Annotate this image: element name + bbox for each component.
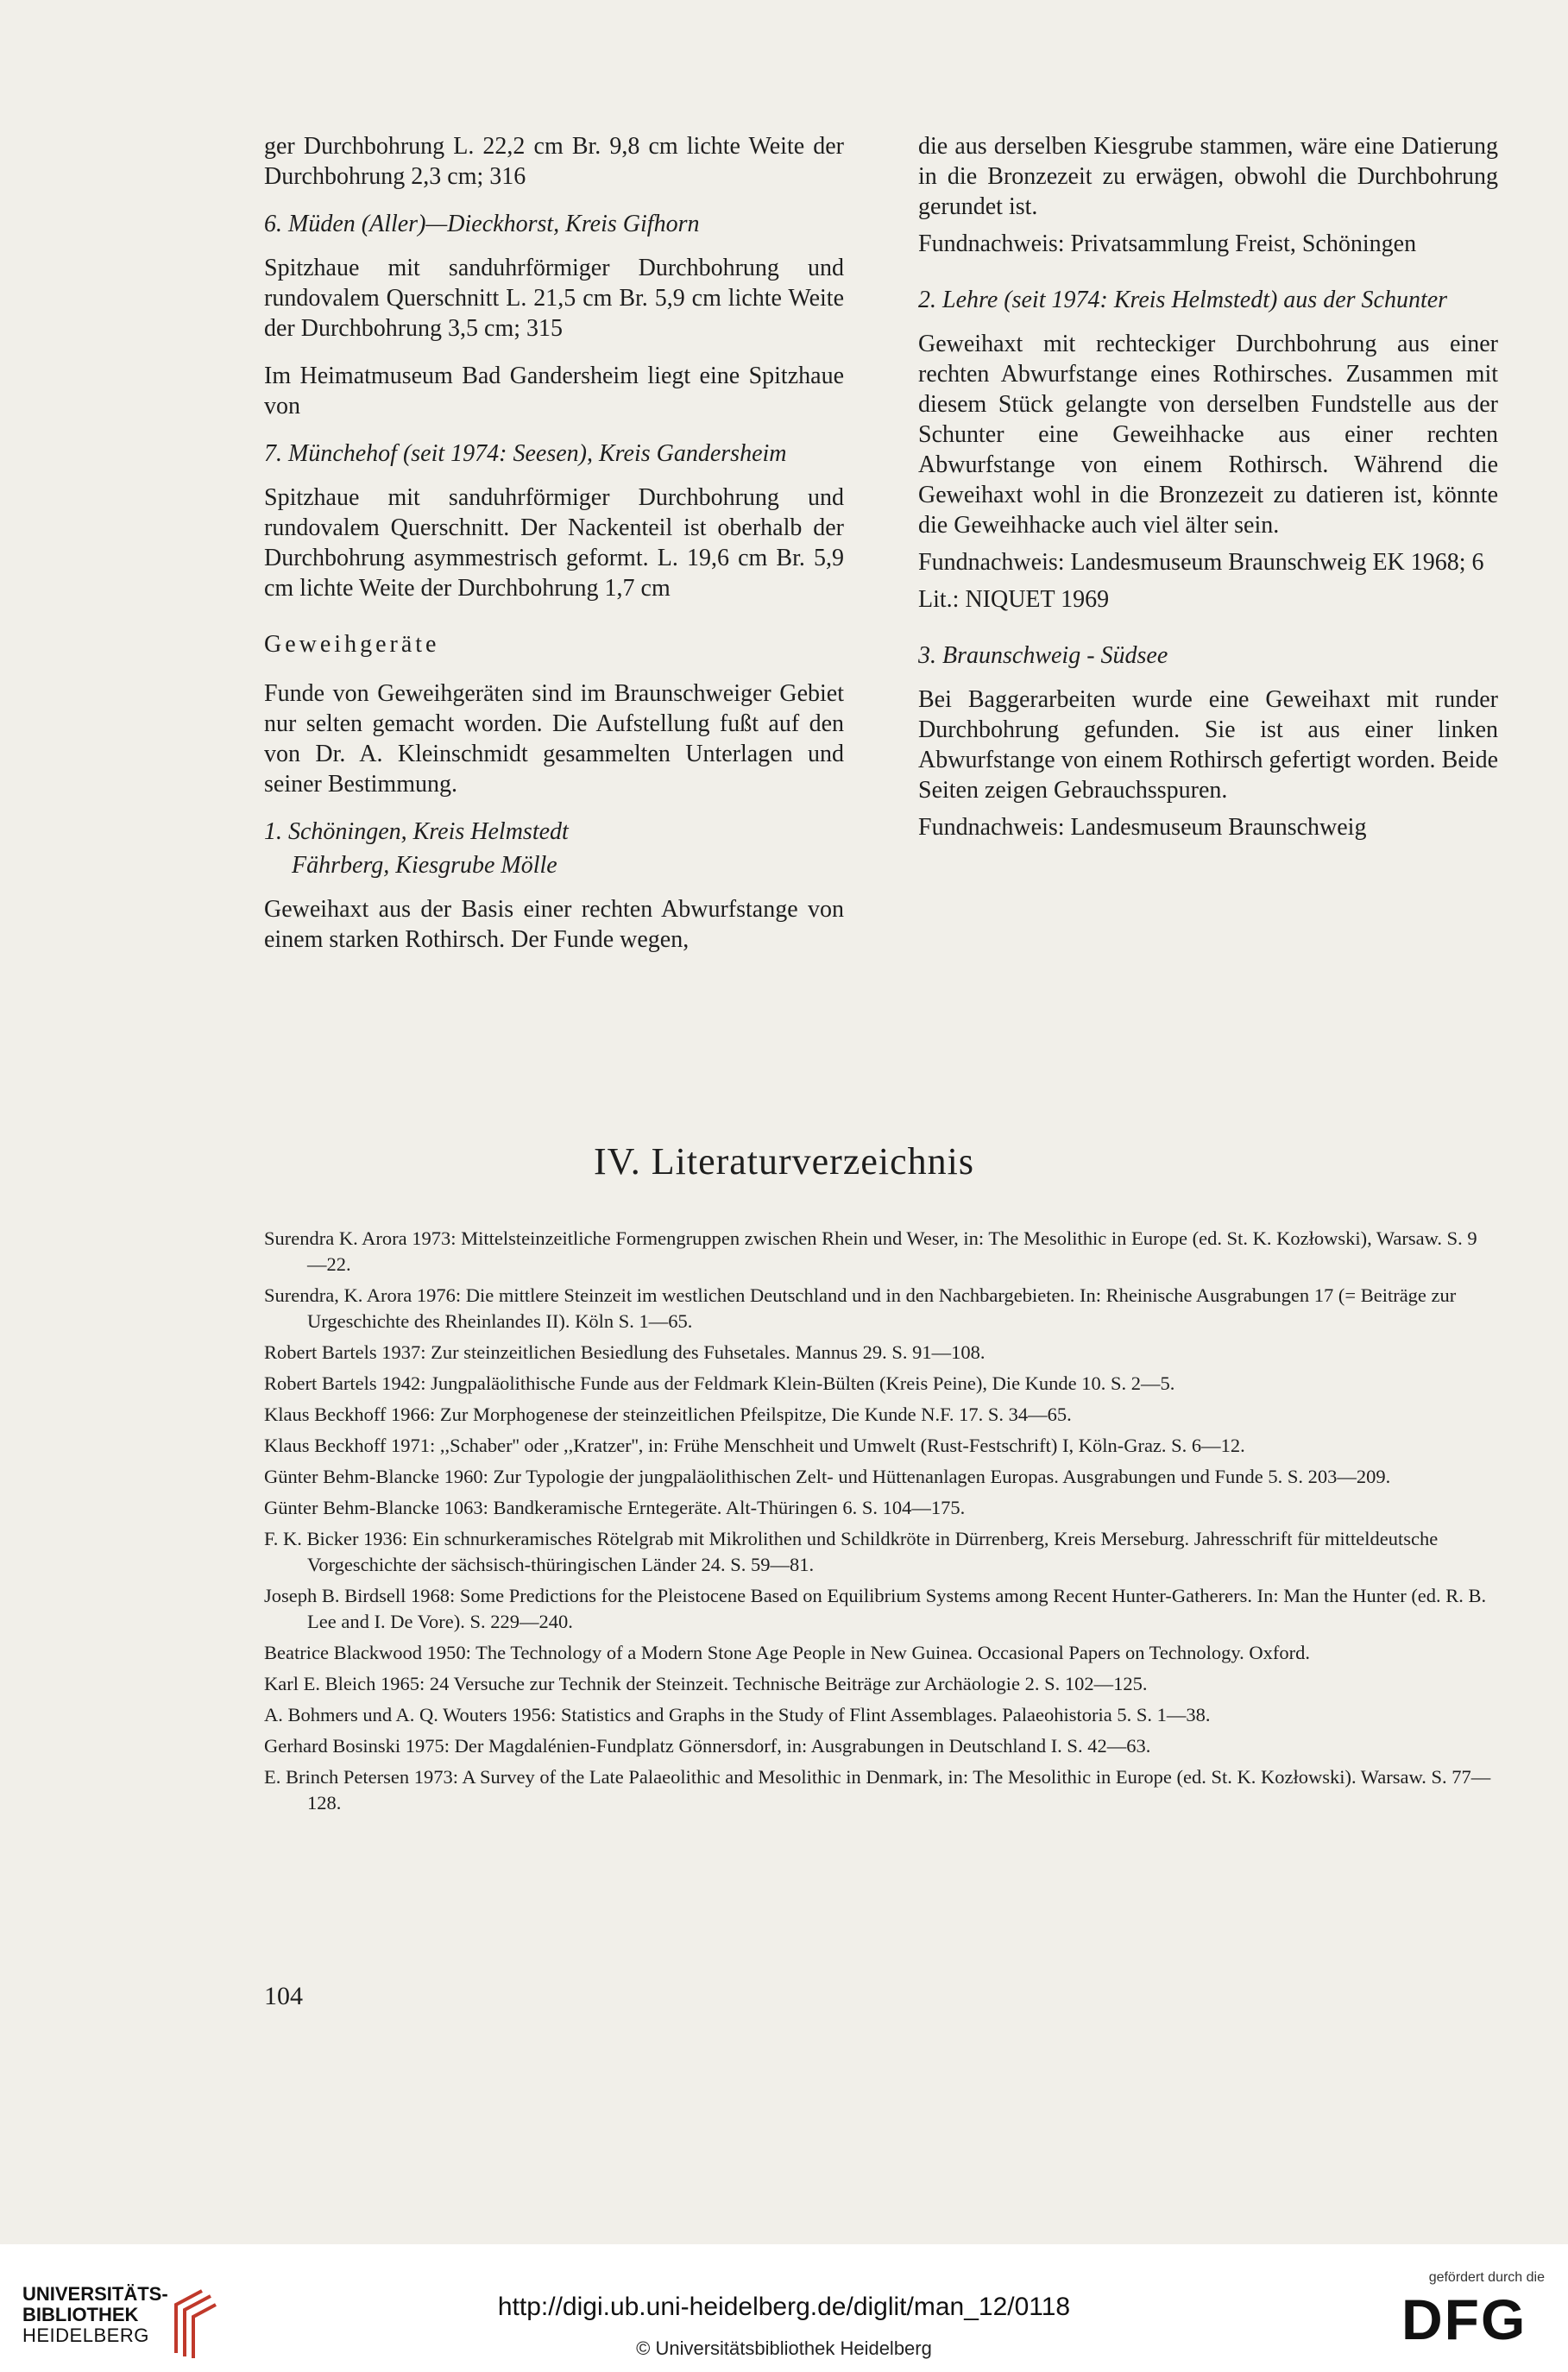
reference-entry: Beatrice Blackwood 1950: The Technology of a Modern Stone Age People in New Guinea. Occasional Papers on Technology. Oxford. — [264, 1642, 1310, 1663]
find-reference: Fundnachweis: Landesmuseum Braunschweig — [918, 814, 1367, 841]
reference-entry: Günter Behm-Blancke 1063: Bandkeramische Erntegeräte. Alt-Thüringen 6. S. 104—175. — [264, 1497, 966, 1518]
paragraph: Spitzhaue mit sanduhrförmiger Durchbohrung und rundovalem Querschnitt. Der Nackenteil ist oberhalb der Durchbohrung asymmestrisch geformt. L. 19,6 cm Br. 5,9 cm lichte Weite der Durchbohrung 1,7 cm — [264, 484, 844, 602]
reference-entry: Klaus Beckhoff 1971: ,,Schaber'' oder ,,Kratzer'', in: Frühe Menschheit und Umwelt (Rust-Festschrift) I, Köln-Graz. S. 6—12. — [264, 1435, 1245, 1456]
reference-entry: Robert Bartels 1942: Jungpaläolithische Funde aus der Feldmark Klein-Bülten (Kreis Peine), Die Kunde 10. S. 2—5. — [264, 1372, 1175, 1394]
entry-number: 6. — [264, 211, 282, 237]
reference-entry: Karl E. Bleich 1965: 24 Versuche zur Technik der Steinzeit. Technische Beiträge zur Archäologie 2. S. 102—125. — [264, 1673, 1148, 1694]
paragraph: die aus derselben Kiesgrube stammen, wäre eine Datierung in die Bronzezeit zu erwägen, obwohl die Durchbohrung gerundet ist. — [918, 133, 1498, 220]
entry-place-detail: (Aller)—Dieckhorst, Kreis Gifhorn — [361, 211, 700, 237]
funding-note: gefördert durch die — [1428, 2270, 1545, 2285]
page-number: 104 — [264, 1982, 303, 2010]
reference-entry: F. K. Bicker 1936: Ein schnurkeramisches Rötelgrab mit Mikrolithen und Schildkröte in Dürrenberg, Kreis Merseburg. Jahresschrift für mitteldeutsche Vorgeschichte der sächsisch-thüringischen Länder 24. S. 59—81. — [264, 1528, 1439, 1575]
paragraph: Funde von Geweihgeräten sind im Braunschweiger Gebiet nur selten gemacht worden. Die Aufstellung fußt auf den von Dr. A. Kleinschmidt gesammelten Unterlagen und seiner Bestimmung. — [264, 680, 844, 798]
paragraph: Geweihaxt aus der Basis einer rechten Abwurfstange von einem starken Rothirsch. Der Funde wegen, — [264, 896, 844, 953]
dfg-wordmark-text: DFG — [1401, 2291, 1527, 2344]
entry-heading-1-location: Fährberg, Kiesgrube Mölle — [292, 852, 557, 879]
paragraph: Bei Baggerarbeiten wurde eine Geweihaxt mit runder Durchbohrung gefunden. Sie ist aus einer linken Abwurfstange von einem Rothirsch gefertigt worden. Beide Seiten zeigen Gebrauchsspuren. — [918, 686, 1498, 804]
library-name: UNIVERSITÄTS- BIBLIOTHEK HEIDELBERG — [22, 2283, 168, 2346]
reference-entry: E. Brinch Petersen 1973: A Survey of the Late Palaeolithic and Mesolithic in Denmark, in: The Mesolithic in Europe (ed. St. K. Kozłowski). Warsaw. S. 77—128. — [264, 1766, 1491, 1814]
section-title: IV. Literaturverzeichnis — [593, 1140, 974, 1183]
reference-entry: A. Bohmers und A. Q. Wouters 1956: Statistics and Graphs in the Study of Flint Assemblages. Palaeohistoria 5. S. 1—38. — [264, 1704, 1211, 1725]
right-column — [918, 131, 1498, 860]
reference-list — [264, 1226, 1493, 1821]
sub-heading: Geweihgeräte — [264, 631, 440, 658]
reference-entry: Gerhard Bosinski 1975: Der Magdalénien-Fundplatz Gönnersdorf, in: Ausgrabungen in Deutschland I. S. 42—63. — [264, 1735, 1151, 1757]
reference-entry: Günter Behm-Blancke 1960: Zur Typologie der jungpaläolithischen Zelt- und Hüttenanlagen Europas. Ausgrabungen und Funde 5. S. 203—209. — [264, 1466, 1391, 1487]
permalink-url[interactable]: http://digi.ub.uni-heidelberg.de/diglit/man_12/0118 — [497, 2293, 1071, 2321]
dfg-wordmark-icon — [1401, 2291, 1545, 2344]
find-reference: Fundnachweis: Privatsammlung Freist, Schöningen — [918, 230, 1417, 257]
entry-place: Müden — [288, 211, 356, 237]
find-reference: Fundnachweis: Landesmuseum Braunschweig EK 1968; 6 — [918, 549, 1484, 576]
paragraph: ger Durchbohrung L. 22,2 cm Br. 9,8 cm lichte Weite der Durchbohrung 2,3 cm; 316 — [264, 133, 844, 190]
copyright-notice: © Universitätsbibliothek Heidelberg — [636, 2337, 932, 2359]
reference-entry: Surendra, K. Arora 1976: Die mittlere Steinzeit im westlichen Deutschland und in den Nachbargebieten. In: Rheinische Ausgrabungen 17 (= Beiträge zur Urgeschichte des Rheinlandes II). Köln S. 1—65. — [264, 1284, 1457, 1332]
entry-heading-3: 3. Braunschweig - Südsee — [918, 642, 1168, 669]
entry-heading-7: 7. Münchehof (seit 1974: Seesen), Kreis Gandersheim — [264, 440, 787, 467]
entry-heading-2: 2. Lehre (seit 1974: Kreis Helmstedt) aus der Schunter — [918, 287, 1448, 313]
entry-heading-6 — [264, 209, 844, 239]
entry-heading-1: 1. Schöningen, Kreis Helmstedt — [264, 818, 569, 845]
viewer-footer — [0, 2244, 1568, 2372]
dfg-logo[interactable] — [1398, 2270, 1545, 2344]
paragraph: Im Heimatmuseum Bad Gandersheim liegt eine Spitzhaue von — [264, 363, 844, 420]
reference-entry: Joseph B. Birdsell 1968: Some Predictions for the Pleistocene Based on Equilibrium Systems among Recent Hunter-Gatherers. In: Man the Hunter (ed. R. B. Lee and I. De Vore). S. 229—240. — [264, 1585, 1487, 1632]
reference-entry: Surendra K. Arora 1973: Mittelsteinzeitliche Formengruppen zwischen Rhein und Weser, in: The Mesolithic in Europe (ed. St. K. Kozłowski), Warsaw. S. 9—22. — [264, 1227, 1477, 1275]
reference-entry: Robert Bartels 1937: Zur steinzeitlichen Besiedlung des Fuhsetales. Mannus 29. S. 91—108. — [264, 1341, 986, 1363]
left-column — [264, 131, 844, 972]
paragraph: Geweihaxt mit rechteckiger Durchbohrung aus einer rechten Abwurfstange eines Rothirsches. Zusammen mit diesem Stück gelangte von derselben Fundstelle aus der Schunter eine Geweihhacke aus einer rechten Abwurfstange von einem Rothirsch. Während die Geweihaxt wohl in die Bronzezeit zu datieren ist, könnte die Geweihhacke auch viel älter sein. — [918, 331, 1498, 539]
reference-entry: Klaus Beckhoff 1966: Zur Morphogenese der steinzeitlichen Pfeilspitze, Die Kunde N.F. 17. S. 34—65. — [264, 1404, 1072, 1425]
paragraph: Spitzhaue mit sanduhrförmiger Durchbohrung und rundovalem Querschnitt L. 21,5 cm Br. 5,9 cm lichte Weite der Durchbohrung 3,5 cm; 315 — [264, 255, 844, 342]
literature-reference: Lit.: NIQUET 1969 — [918, 586, 1110, 613]
